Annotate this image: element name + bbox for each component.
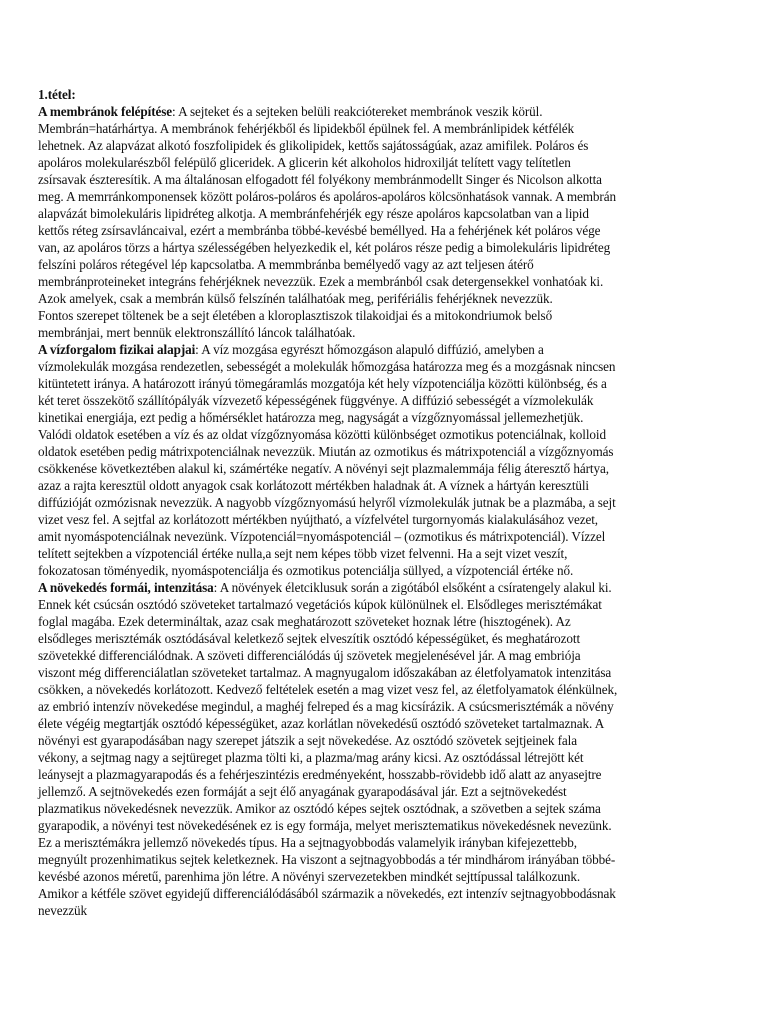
body-text: zsírsavak észteresítik. A ma általánosan elfogadott fél folyékony membránmodellt Singer és Nicolson alkotta: [38, 172, 602, 187]
body-text: fokozatosan töményedik, nyomáspotenciálja és ozmotikus potenciálja süllyed, a vízpotenciál értéke nő.: [38, 563, 574, 578]
body-text: növényi est gyarapodásában nagy szerepet játszik a sejt növekedése. Az osztódó szövetek sejtjeinek fala: [38, 733, 577, 748]
section-heading: A vízforgalom fizikai alapjai: [38, 342, 196, 357]
body-text: kevésbé azonos méretű, parenhima jön létre. A növényi szervezetekben mindkét sejttípussal találkozunk.: [38, 869, 581, 884]
text-line: [38, 511, 738, 528]
body-text: membránproteineket integráns fehérjéknek nevezzük. Ezek a membránból csak detergensekkel vonhatóak ki.: [38, 274, 604, 289]
text-line: [38, 103, 738, 120]
body-text: amit nyomáspotenciálnak nevezünk. Vízpotenciál=nyomáspotenciál – (ozmotikus és mátrixpotenciál). Vízzel: [38, 529, 606, 544]
body-text: leánysejt a plazmagyarapodás és a fehérjeszintézis eredményeként, hosszabb-rövidebb idő alatt az anyasejtre: [38, 767, 602, 782]
text-line: [38, 630, 738, 647]
text-line: [38, 426, 738, 443]
body-text: kitüntetett iránya. A határozott irányú tömegáramlás mozgatója két hely vízpotenciálja közötti különbség, és a: [38, 376, 607, 391]
text-line: [38, 205, 738, 222]
text-line: [38, 681, 738, 698]
body-text: alapvázát bimolekuláris lipidréteg alkotja. A membránfehérjék egy része apoláros kapcsolatban van a lipid: [38, 206, 589, 221]
body-text: jellemző. A sejtnövekedés ezen formáját a sejt élő anyagának gyarapodásával jár. Ezt a sejtnövekedést: [38, 784, 567, 799]
body-text: kinetikai energiája, ezt pedig a hőmérséklet határozza meg, nagyságát a vízgőznyomással jellemezhetjük.: [38, 410, 584, 425]
section-heading: A membránok felépítése: [38, 104, 173, 119]
text-line: [38, 86, 738, 103]
body-text: : A növények életciklusuk során a zigótából elsőként a csíratengely alakul ki.: [213, 580, 612, 595]
text-line: [38, 307, 738, 324]
section-heading: A növekedés formái, intenzitása: [38, 580, 214, 595]
body-text: diffúzióját ozmózisnak nevezzük. A nagyobb vízgőznyomású helyről vízmolekulák jutnak be a plazmába, a sejt: [38, 495, 616, 510]
text-line: [38, 324, 738, 341]
body-text: kettős réteg zsírsavláncaival, ezért a membránba többé-kevésbé beméllyed. Ha a fehérjének két poláros vége: [38, 223, 601, 238]
body-text: gyarapodik, a növényi test növekedésének ez is egy formája, melyet merisztematikus növekedésnek nevezünk.: [38, 818, 612, 833]
text-line: [38, 443, 738, 460]
text-line: [38, 732, 738, 749]
document-page: [38, 86, 738, 919]
body-text: viszont még differenciálatlan szöveteket tartalmaz. A magnyugalom időszakában az életfolyamatok intenzitása: [38, 665, 612, 680]
body-text: : A víz mozgása egyrészt hőmozgáson alapuló diffúzió, amelyben a: [195, 342, 544, 357]
body-text: szövetekké differenciálódnak. A szöveti differenciálódás új szövetek megjelenésével jár. A mag embriója: [38, 648, 581, 663]
body-text: Ennek két csúcsán osztódó szöveteket tartalmazó vegetációs kúpok különülnek el. Elsődleges merisztémákat: [38, 597, 602, 612]
text-line: [38, 477, 738, 494]
text-line: [38, 834, 738, 851]
body-text: oldatok esetében pedig mátrixpotenciálnak nevezzük. Miután az ozmotikus és mátrixpotenciál a vízgőznyomás: [38, 444, 614, 459]
text-line: [38, 851, 738, 868]
text-line: [38, 885, 738, 902]
text-line: [38, 341, 738, 358]
text-line: [38, 392, 738, 409]
text-line: [38, 273, 738, 290]
body-text: csökken, a növekedés korlátozott. Kedvező feltételek esetén a mag vizet vesz fel, az életfolyamatok élénkülnek,: [38, 682, 618, 697]
body-text: vékony, a sejtmag nagy a sejtüreget plazma tölti ki, a plazma/mag arány kicsi. Az osztódással létrejött két: [38, 750, 584, 765]
text-line: [38, 715, 738, 732]
text-line: [38, 460, 738, 477]
text-line: [38, 375, 738, 392]
text-line: [38, 171, 738, 188]
body-text: nevezzük: [38, 903, 87, 918]
body-text: lehetnek. Az alapvázat alkotó foszfolipidek és glikolipidek, kettős sajátosságúak, azaz amifilek. Poláros és: [38, 138, 589, 153]
text-line: [38, 120, 738, 137]
text-line: [38, 545, 738, 562]
body-text: Azok amelyek, csak a membrán külső felszínén találhatóak meg, perifériális fehérjéknek nevezzük.: [38, 291, 553, 306]
body-text: felszíni poláros rétegével lép kapcsolatba. A memmbránba bemélyedő vagy az azt teljesen átérő: [38, 257, 534, 272]
body-text: két teret összekötő szállítópályák vízvezető képességének függvénye. A diffúzió sebességét a vízmolekulák: [38, 393, 594, 408]
text-line: [38, 749, 738, 766]
body-text: plazmatikus növekedésnek nevezzük. Amikor az osztódó képes sejtek osztódnak, a szövetben a sejtek száma: [38, 801, 601, 816]
body-text: van, az apoláros törzs a hártya szélességében helyezkedik el, két poláros része pedig a bimolekuláris lipidréteg: [38, 240, 611, 255]
text-line: [38, 188, 738, 205]
text-line: [38, 783, 738, 800]
body-text: : A sejteket és a sejteken belüli reakciótereket membránok veszik körül.: [172, 104, 543, 119]
text-line: [38, 358, 738, 375]
body-text: Ez a merisztémákra jellemző növekedés típus. Ha a sejtnagyobbodás valamelyik irányban kifejezettebb,: [38, 835, 577, 850]
body-text: membránjai, mert bennük elektronszállító láncok találhatóak.: [38, 325, 356, 340]
text-line: [38, 154, 738, 171]
text-line: [38, 766, 738, 783]
body-text: meg. A memrránkomponensek között poláros-poláros és apoláros-apoláros kölcsönhatások vannak. A membrán: [38, 189, 616, 204]
body-text: az embrió intenzív növekedése megindul, a maghéj felreped és a mag kicsírázik. A csúcsmerisztémák a növény: [38, 699, 614, 714]
text-line: [38, 664, 738, 681]
text-line: [38, 494, 738, 511]
text-line: [38, 579, 738, 596]
text-line: [38, 868, 738, 885]
text-line: [38, 409, 738, 426]
body-text: megnyúlt prozenhimatikus sejtek keletkeznek. Ha viszont a sejtnagyobbodás a tér mindhárom irányában többé-: [38, 852, 616, 867]
section-heading: 1.tétel:: [38, 87, 76, 102]
text-line: [38, 239, 738, 256]
text-line: [38, 596, 738, 613]
text-line: [38, 902, 738, 919]
body-text: vizet vesz fel. A sejtfal az korlátozott mértékben nyújtható, a vízfelvétel turgornyomás kialakulásához vezet,: [38, 512, 599, 527]
text-line: [38, 290, 738, 307]
body-text: csökkenése következtében alakul ki, számértéke negatív. A növényi sejt plazmalemmája félig áteresztő hártya,: [38, 461, 609, 476]
body-text: Fontos szerepet töltenek be a sejt életében a kloroplasztiszok tilakoidjai és a mitokondriumok belső: [38, 308, 553, 323]
body-text: apoláros molekularészből felépülő gliceridek. A glicerin két alkoholos hidroxilját telített vagy telítetlen: [38, 155, 571, 170]
body-text: élete végéig megtartják osztódó képességüket, azaz korlátlan növekedésű osztódó szöveteket tartalmaznak. A: [38, 716, 605, 731]
body-text: Valódi oldatok esetében a víz és az oldat vízgőznyomása közötti különbséget ozmotikus potenciálnak, kolloid: [38, 427, 606, 442]
body-text: elsődleges merisztémák osztódásával keletkező sejtek elveszítik osztódó képességüket, és meghatározott: [38, 631, 581, 646]
body-text: Membrán=határhártya. A membránok fehérjékből és lipidekből épülnek fel. A membránlipidek kétfélék: [38, 121, 575, 136]
text-line: [38, 137, 738, 154]
text-line: [38, 256, 738, 273]
body-text: Amikor a kétféle szövet egyidejű differenciálódásából származik a növekedés, ezt intenzív sejtnagyobbodásnak: [38, 886, 616, 901]
body-text: azaz a rajta keresztül oldott anyagok csak korlátozott mértékben haladnak át. A víznek a hártyán keresztüli: [38, 478, 589, 493]
text-line: [38, 817, 738, 834]
text-line: [38, 800, 738, 817]
text-line: [38, 613, 738, 630]
text-line: [38, 647, 738, 664]
text-line: [38, 562, 738, 579]
body-text: foglal magába. Ezek determináltak, azaz csak meghatározott szöveteket hoznak létre (hisztogének). Az: [38, 614, 571, 629]
text-line: [38, 698, 738, 715]
text-line: [38, 528, 738, 545]
body-text: telített sejtekben a vízpotenciál értéke nulla,a sejt nem képes több vizet felvenni. Ha a sejt vizet veszít,: [38, 546, 568, 561]
text-line: [38, 222, 738, 239]
body-text: vízmolekulák mozgása rendezetlen, sebességét a molekulák hőmozgása határozza meg és a mozgásnak nincsen: [38, 359, 616, 374]
